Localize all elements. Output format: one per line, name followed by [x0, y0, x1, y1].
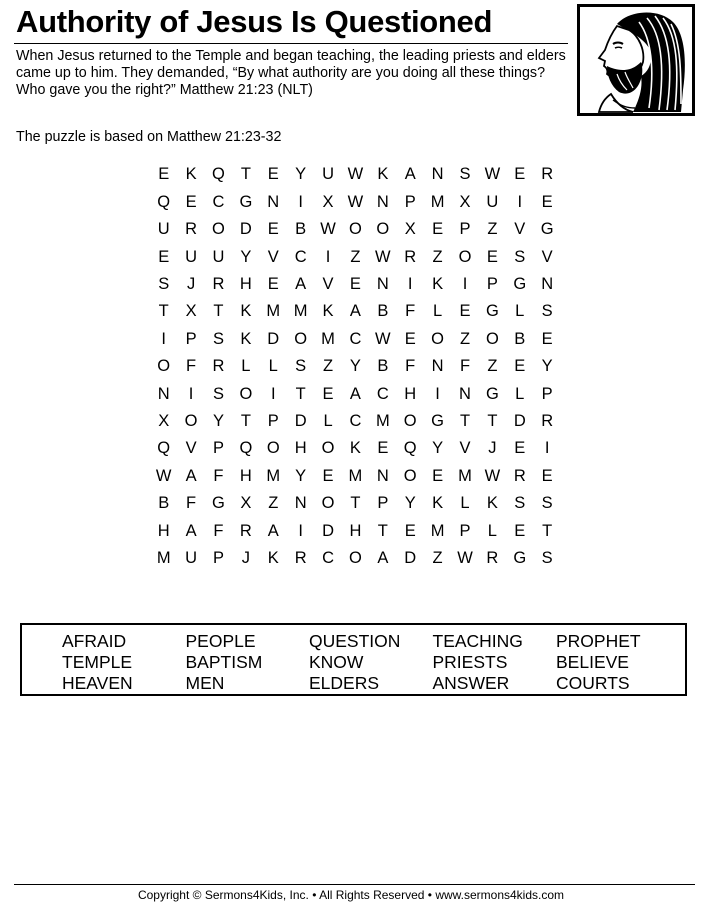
grid-letter: O — [294, 329, 308, 348]
grid-letter: T — [377, 521, 388, 540]
grid-letter: M — [430, 521, 445, 540]
grid-letter: D — [322, 521, 334, 540]
grid-letter: S — [212, 384, 224, 403]
word-list-item: TEACHING — [432, 631, 523, 651]
grid-letter: G — [513, 548, 527, 567]
grid-letter: E — [514, 165, 526, 184]
grid-letter: F — [186, 357, 197, 376]
grid-letter: E — [404, 521, 416, 540]
grid-letter: X — [459, 192, 471, 211]
grid-letter: D — [239, 220, 252, 239]
grid-letter: H — [294, 439, 307, 458]
grid-letter: I — [435, 384, 440, 403]
grid-letter: B — [514, 329, 526, 348]
grid-letter: E — [541, 466, 553, 485]
grid-letter: I — [188, 384, 194, 403]
grid-letter: K — [185, 165, 197, 184]
grid-letter: E — [541, 329, 553, 348]
grid-letter: M — [266, 466, 281, 485]
grid-letter: A — [267, 521, 279, 540]
page-title: Authority of Jesus Is Questioned — [16, 4, 493, 39]
grid-letter: E — [459, 302, 471, 321]
grid-letter: I — [298, 521, 303, 540]
grid-letter: P — [267, 411, 279, 430]
grid-letter: E — [541, 192, 553, 211]
grid-letter: E — [185, 192, 197, 211]
grid-letter: Z — [487, 357, 498, 376]
grid-letter: X — [404, 220, 416, 239]
grid-letter: R — [212, 357, 225, 376]
grid-letter: F — [459, 357, 471, 376]
grid-letter: O — [403, 411, 417, 430]
word-list-item: KNOW — [309, 652, 364, 672]
grid-letter: W — [375, 329, 391, 348]
grid-letter: W — [320, 220, 336, 239]
grid-letter: Y — [240, 247, 252, 266]
grid-letter: O — [458, 247, 472, 266]
grid-letter: T — [295, 384, 306, 403]
grid-letter: W — [347, 192, 364, 211]
grid-letter: E — [349, 275, 361, 293]
grid-letter: P — [377, 494, 389, 513]
grid-letter: E — [514, 439, 526, 458]
grid-letter: O — [184, 411, 198, 430]
grid-letter: V — [322, 275, 334, 293]
grid-letter: P — [459, 220, 471, 239]
grid-letter: L — [241, 357, 251, 376]
grid-letter: Y — [349, 357, 361, 376]
grid-letter: G — [431, 411, 445, 430]
title-divider — [14, 43, 568, 44]
grid-letter: L — [515, 384, 525, 403]
grid-letter: W — [457, 548, 473, 567]
grid-letter: O — [403, 466, 417, 485]
grid-letter: U — [322, 165, 334, 184]
grid-letter: F — [405, 357, 416, 376]
grid-letter: R — [513, 466, 526, 485]
grid-letter: R — [185, 220, 198, 239]
grid-letter: O — [376, 220, 390, 239]
grid-letter: K — [267, 548, 279, 567]
grid-letter: E — [486, 247, 498, 266]
grid-letter: L — [433, 302, 443, 321]
word-list-item: PEOPLE — [185, 631, 256, 651]
grid-letter: P — [185, 329, 197, 348]
grid-letter: O — [485, 329, 499, 348]
grid-letter: C — [322, 548, 334, 567]
grid-letter: P — [486, 275, 498, 293]
copyright-text: Copyright © Sermons4Kids, Inc. • All Rights Reserved • www.sermons4kids.com — [137, 888, 565, 902]
grid-letter: A — [295, 275, 307, 293]
grid-letter: K — [377, 165, 389, 184]
grid-letter: R — [239, 521, 252, 540]
grid-letter: V — [185, 439, 197, 458]
word-list-item: QUESTION — [309, 631, 401, 651]
grid-letter: D — [267, 329, 280, 348]
grid-letter: I — [407, 275, 413, 293]
grid-letter: T — [158, 302, 169, 321]
grid-letter: R — [212, 275, 225, 293]
grid-letter: Z — [350, 247, 361, 266]
grid-letter: P — [541, 384, 553, 403]
grid-letter: O — [239, 384, 253, 403]
word-list — [62, 631, 680, 694]
grid-letter: X — [240, 494, 252, 513]
grid-letter: L — [323, 411, 333, 430]
grid-letter: V — [459, 439, 471, 458]
grid-letter: Q — [157, 192, 171, 211]
grid-letter: Y — [432, 439, 444, 458]
grid-letter: E — [267, 220, 279, 239]
grid-letter: Y — [541, 357, 553, 376]
grid-letter: U — [185, 548, 198, 567]
grid-letter: S — [541, 302, 553, 321]
grid-letter: T — [350, 494, 361, 513]
grid-letter: T — [213, 302, 224, 321]
word-list-item: TEMPLE — [62, 652, 133, 672]
grid-letter: I — [517, 192, 523, 211]
grid-letter: E — [267, 275, 279, 293]
grid-letter: M — [348, 466, 363, 485]
jesus-portrait-icon — [577, 4, 695, 116]
grid-letter: C — [349, 411, 362, 430]
grid-letter: U — [157, 220, 170, 239]
grid-letter: I — [325, 247, 331, 266]
grid-letter: D — [294, 411, 307, 430]
grid-letter: I — [161, 329, 166, 348]
grid-letter: H — [404, 384, 417, 403]
grid-letter: Q — [403, 439, 417, 458]
grid-letter: Z — [268, 494, 279, 513]
grid-letter: P — [212, 548, 224, 567]
intro-text: When Jesus returned to the Temple and began teaching, the leading priests and elders came up to him. They demanded, “By what authority are you doing all these things? Who gave you the right?” Matthew 21:23 (NLT) — [16, 48, 566, 98]
grid-letter: K — [432, 494, 444, 513]
grid-letter: W — [484, 165, 501, 184]
word-list-item: AFRAID — [62, 631, 127, 651]
grid-letter: E — [404, 329, 416, 348]
grid-letter: X — [185, 302, 197, 321]
grid-letter: H — [239, 466, 252, 485]
grid-letter: N — [376, 192, 389, 211]
grid-letter: A — [377, 548, 389, 567]
grid-letter: Y — [295, 466, 307, 485]
grid-letter: F — [213, 521, 224, 540]
grid-letter: N — [376, 466, 389, 485]
word-search-grid — [150, 161, 561, 572]
grid-letter: G — [239, 192, 253, 211]
grid-letter: E — [322, 466, 334, 485]
grid-letter: T — [240, 165, 251, 184]
grid-letter: S — [158, 275, 170, 293]
word-list-item: ELDERS — [309, 673, 380, 693]
grid-letter: Y — [212, 411, 224, 430]
grid-letter: G — [540, 220, 554, 239]
grid-letter: U — [185, 247, 198, 266]
grid-letter: V — [267, 247, 279, 266]
grid-letter: Z — [487, 220, 498, 239]
grid-letter: Q — [157, 439, 171, 458]
grid-letter: Q — [239, 439, 253, 458]
grid-letter: Y — [404, 494, 416, 513]
grid-letter: C — [294, 247, 307, 266]
grid-letter: J — [488, 439, 497, 458]
grid-letter: O — [321, 439, 335, 458]
grid-letter: J — [186, 275, 196, 293]
grid-letter: N — [157, 384, 170, 403]
grid-letter: S — [514, 247, 526, 266]
grid-letter: U — [486, 192, 499, 211]
grid-letter: Z — [432, 247, 443, 266]
grid-letter: F — [405, 302, 416, 321]
grid-letter: S — [541, 494, 553, 513]
grid-letter: S — [541, 548, 553, 567]
grid-letter: R — [486, 548, 499, 567]
grid-letter: Q — [212, 165, 225, 184]
grid-letter: A — [185, 466, 197, 485]
grid-letter: W — [484, 466, 501, 485]
footer-divider — [14, 884, 695, 885]
grid-letter: M — [430, 192, 445, 211]
grid-letter: E — [377, 439, 389, 458]
grid-letter: P — [212, 439, 224, 458]
grid-letter: W — [375, 247, 391, 266]
grid-letter: E — [514, 357, 526, 376]
grid-letter: U — [212, 247, 225, 266]
grid-letter: K — [432, 275, 444, 293]
grid-letter: W — [155, 466, 172, 485]
grid-letter: G — [485, 384, 499, 403]
word-list-item: MEN — [185, 673, 225, 693]
grid-letter: O — [321, 494, 335, 513]
grid-letter: N — [431, 165, 444, 184]
grid-letter: I — [462, 275, 468, 293]
puzzle-source: The puzzle is based on Matthew 21:23-32 — [16, 129, 282, 145]
grid-letter: Z — [322, 357, 334, 376]
grid-letter: T — [487, 411, 498, 430]
grid-letter: L — [487, 521, 497, 540]
grid-letter: M — [375, 411, 390, 430]
grid-letter: O — [157, 357, 171, 376]
grid-letter: Z — [459, 329, 471, 348]
grid-letter: S — [514, 494, 526, 513]
word-list-item: BELIEVE — [556, 652, 629, 672]
grid-letter: I — [544, 439, 550, 458]
grid-letter: R — [294, 548, 307, 567]
grid-letter: O — [349, 548, 362, 567]
grid-letter: B — [377, 302, 389, 321]
grid-letter: A — [349, 384, 361, 403]
grid-letter: K — [240, 329, 252, 348]
grid-letter: B — [295, 220, 307, 239]
grid-letter: K — [322, 302, 334, 321]
grid-letter: Y — [295, 165, 307, 184]
grid-letter: O — [266, 439, 280, 458]
grid-letter: R — [541, 165, 554, 184]
grid-letter: V — [514, 220, 526, 239]
grid-letter: O — [431, 329, 445, 348]
grid-letter: H — [239, 275, 252, 293]
grid-letter: G — [212, 494, 225, 513]
grid-letter: E — [267, 165, 279, 184]
grid-letter: C — [212, 192, 225, 211]
grid-letter: S — [212, 329, 224, 348]
grid-letter: X — [158, 411, 170, 430]
grid-letter: B — [377, 357, 389, 376]
grid-letter: F — [213, 466, 224, 485]
grid-letter: H — [157, 521, 170, 540]
grid-letter: N — [294, 494, 307, 513]
grid-letter: H — [349, 521, 362, 540]
grid-letter: K — [486, 494, 498, 513]
word-list-box — [20, 623, 687, 696]
grid-letter: A — [404, 165, 416, 184]
grid-letter: L — [268, 357, 278, 376]
word-list-item: ANSWER — [432, 673, 510, 693]
grid-letter: M — [156, 548, 171, 567]
grid-letter: N — [431, 357, 444, 376]
grid-letter: P — [404, 192, 416, 211]
grid-letter: M — [266, 302, 281, 321]
grid-letter: A — [185, 521, 197, 540]
grid-letter: L — [515, 302, 525, 321]
grid-letter: E — [158, 247, 170, 266]
grid-letter: M — [293, 302, 308, 321]
grid-letter: P — [459, 521, 471, 540]
grid-letter: I — [298, 192, 303, 211]
grid-letter: D — [404, 548, 417, 567]
grid-letter: R — [404, 247, 417, 266]
grid-letter: R — [541, 411, 554, 430]
grid-letter: E — [514, 521, 526, 540]
grid-letter: M — [321, 329, 335, 348]
grid-letter: C — [349, 329, 362, 348]
grid-letter: S — [295, 357, 307, 376]
grid-letter: S — [459, 165, 471, 184]
grid-letter: M — [458, 466, 472, 485]
grid-letter: E — [322, 384, 334, 403]
grid-letter: O — [349, 220, 362, 239]
grid-letter: E — [432, 220, 444, 239]
word-list-item: PRIESTS — [432, 652, 508, 672]
grid-letter: E — [158, 165, 170, 184]
grid-letter: E — [432, 466, 444, 485]
grid-letter: X — [322, 192, 334, 211]
grid-letter: B — [158, 494, 170, 513]
grid-letter: G — [513, 275, 527, 293]
grid-letter: D — [513, 411, 526, 430]
grid-letter: O — [212, 220, 225, 239]
grid-letter: T — [240, 411, 251, 430]
grid-letter: F — [186, 494, 197, 513]
grid-letter: T — [459, 411, 471, 430]
grid-letter: L — [460, 494, 470, 513]
grid-letter: W — [347, 165, 364, 184]
word-list-item: COURTS — [556, 673, 630, 693]
grid-letter: N — [459, 384, 471, 403]
grid-letter: C — [376, 384, 389, 403]
grid-letter: N — [541, 275, 554, 293]
word-list-item: PROPHET — [556, 631, 641, 651]
grid-letter: G — [485, 302, 499, 321]
grid-letter: N — [376, 275, 389, 293]
grid-letter: V — [541, 247, 553, 266]
grid-letter: N — [267, 192, 280, 211]
grid-letter: T — [542, 521, 553, 540]
grid-letter: Z — [432, 548, 443, 567]
grid-letter: K — [240, 302, 252, 321]
word-list-item: HEAVEN — [62, 673, 133, 693]
grid-letter: A — [349, 302, 361, 321]
word-list-item: BAPTISM — [185, 652, 263, 672]
grid-letter: J — [241, 548, 250, 567]
grid-letter: K — [349, 439, 361, 458]
grid-letter: I — [270, 384, 276, 403]
